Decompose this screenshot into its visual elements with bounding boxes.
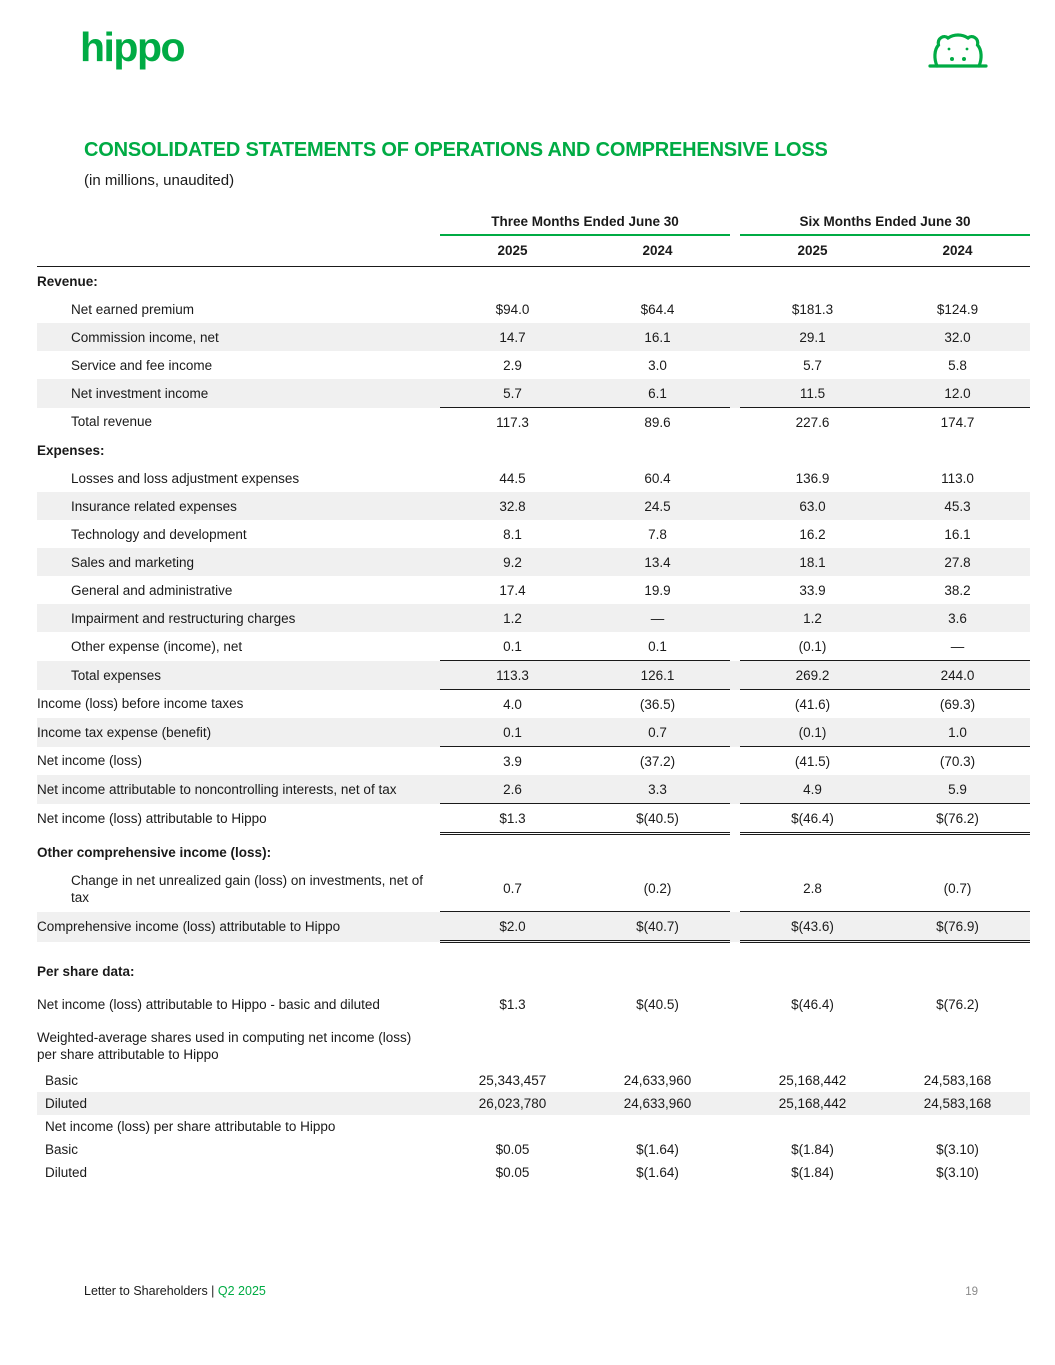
value-cell bbox=[740, 958, 885, 986]
row-label: Commission income, net bbox=[37, 323, 440, 351]
row-label: Other expense (income), net bbox=[71, 638, 243, 654]
value-cell: 0.7 bbox=[440, 867, 585, 912]
column-spacer bbox=[730, 1161, 740, 1184]
table-row bbox=[37, 604, 1030, 632]
value-cell: $94.0 bbox=[495, 301, 530, 317]
column-spacer bbox=[730, 867, 740, 912]
row-label: Total revenue bbox=[71, 414, 153, 430]
row-label: Technology and development bbox=[71, 526, 247, 542]
value-cell: $0.05 bbox=[495, 1164, 530, 1180]
value-cell: 63.0 bbox=[740, 492, 885, 520]
value-cell: 5.7 bbox=[440, 379, 585, 408]
value-cell: 25,168,442 bbox=[740, 1092, 885, 1115]
value-cell: 2.9 bbox=[503, 357, 522, 373]
value-cell: 24,583,168 bbox=[885, 1092, 1030, 1115]
value-cell bbox=[440, 267, 585, 296]
value-cell: 113.0 bbox=[941, 470, 974, 486]
row-label: Comprehensive income (loss) attributable to Hippo bbox=[37, 912, 440, 942]
value-cell: $(1.84) bbox=[791, 1164, 834, 1180]
value-cell: 3.9 bbox=[503, 753, 522, 769]
row-label: Net income (loss) bbox=[37, 753, 143, 769]
value-cell: (41.6) bbox=[794, 696, 831, 712]
value-cell: $124.9 bbox=[936, 301, 979, 317]
hippo-mascot-icon bbox=[925, 26, 991, 81]
column-spacer bbox=[730, 604, 740, 632]
column-spacer bbox=[730, 804, 740, 834]
value-cell: 32.8 bbox=[440, 492, 585, 520]
column-spacer bbox=[730, 991, 740, 1019]
year-header-6m-2025: 2025 bbox=[740, 235, 885, 267]
value-cell: 0.1 bbox=[585, 632, 730, 661]
section-header-row bbox=[37, 436, 1030, 464]
value-cell: 6.1 bbox=[585, 379, 730, 408]
column-spacer bbox=[730, 775, 740, 804]
table-row bbox=[37, 1161, 1030, 1184]
value-cell: 33.9 bbox=[799, 582, 826, 598]
column-spacer bbox=[730, 436, 740, 464]
table-row bbox=[37, 520, 1030, 548]
footer-left bbox=[84, 1284, 266, 1298]
section-header-row bbox=[37, 839, 1030, 867]
value-cell: 113.3 bbox=[440, 661, 585, 690]
value-cell bbox=[885, 436, 1030, 464]
year-header-q-2024: 2024 bbox=[585, 235, 730, 267]
value-cell bbox=[585, 267, 730, 296]
table-row bbox=[37, 1115, 1030, 1138]
value-cell: (0.1) bbox=[740, 718, 885, 747]
row-label: Income (loss) before income taxes bbox=[37, 696, 244, 712]
column-spacer bbox=[730, 323, 740, 351]
table-row bbox=[37, 775, 1030, 804]
value-cell: $(1.84) bbox=[791, 1141, 834, 1157]
value-cell: 29.1 bbox=[740, 323, 885, 351]
value-cell: 1.2 bbox=[440, 604, 585, 632]
column-spacer bbox=[730, 408, 740, 437]
value-cell bbox=[885, 839, 1030, 867]
row-label: Change in net unrealized gain (loss) on investments, net of tax bbox=[71, 873, 423, 905]
value-cell: 1.0 bbox=[885, 718, 1030, 747]
value-cell: $1.3 bbox=[499, 997, 526, 1012]
value-cell: $(1.64) bbox=[636, 1141, 679, 1157]
footer-doc-title: Letter to Shareholders | bbox=[84, 1284, 218, 1298]
value-cell: 27.8 bbox=[885, 548, 1030, 576]
table-row bbox=[37, 1092, 1030, 1115]
table-row bbox=[37, 576, 1030, 604]
column-spacer bbox=[730, 690, 740, 719]
value-cell bbox=[440, 1115, 585, 1138]
empty-header-cell bbox=[37, 235, 440, 267]
table-row bbox=[37, 661, 1030, 690]
column-spacer bbox=[730, 1092, 740, 1115]
row-label: Net income (loss) per share attributable to Hippo bbox=[45, 1118, 336, 1134]
value-cell: 126.1 bbox=[585, 661, 730, 690]
table-row bbox=[37, 379, 1030, 408]
column-spacer bbox=[730, 1138, 740, 1161]
value-cell bbox=[440, 958, 585, 986]
row-label: Total expenses bbox=[37, 661, 440, 690]
table-row bbox=[37, 323, 1030, 351]
value-cell: 2.8 bbox=[740, 867, 885, 912]
value-cell: 16.2 bbox=[799, 526, 826, 542]
value-cell: $2.0 bbox=[440, 912, 585, 942]
value-cell: 3.0 bbox=[648, 357, 667, 373]
row-label: Insurance related expenses bbox=[37, 492, 440, 520]
value-cell: 269.2 bbox=[740, 661, 885, 690]
column-spacer bbox=[730, 548, 740, 576]
column-spacer bbox=[730, 632, 740, 661]
column-spacer bbox=[730, 295, 740, 323]
value-cell: $(46.4) bbox=[740, 804, 885, 834]
row-label: Weighted-average shares used in computing net income (loss) per share attributable to Hippo bbox=[37, 1030, 412, 1062]
row-label: Expenses: bbox=[37, 442, 105, 458]
row-label: Net income attributable to noncontrolling interests, net of tax bbox=[37, 775, 440, 804]
table-row bbox=[37, 718, 1030, 747]
table-row bbox=[37, 295, 1030, 323]
value-cell: 24,583,168 bbox=[923, 1072, 992, 1088]
value-cell: $(76.2) bbox=[885, 804, 1030, 834]
table-row bbox=[37, 351, 1030, 379]
column-group-six-months: Six Months Ended June 30 bbox=[740, 214, 1030, 235]
value-cell: 11.5 bbox=[740, 379, 885, 408]
value-cell: 89.6 bbox=[644, 414, 671, 430]
section-header-row bbox=[37, 958, 1030, 986]
value-cell: (36.5) bbox=[639, 696, 676, 712]
value-cell: (41.5) bbox=[794, 753, 831, 769]
value-cell: 38.2 bbox=[944, 582, 971, 598]
value-cell bbox=[585, 1115, 730, 1138]
column-spacer bbox=[730, 214, 740, 235]
hippo-logo: hippo bbox=[80, 24, 185, 70]
value-cell: 3.3 bbox=[585, 775, 730, 804]
row-label: Service and fee income bbox=[71, 357, 213, 373]
value-cell bbox=[585, 436, 730, 464]
value-cell: 17.4 bbox=[499, 582, 526, 598]
row-label: Impairment and restructuring charges bbox=[37, 604, 440, 632]
table-row bbox=[37, 464, 1030, 492]
value-cell: 2.6 bbox=[440, 775, 585, 804]
value-cell: 14.7 bbox=[440, 323, 585, 351]
year-header-6m-2024: 2024 bbox=[885, 235, 1030, 267]
value-cell bbox=[585, 1024, 730, 1069]
value-cell bbox=[885, 958, 1030, 986]
value-cell: $(40.5) bbox=[636, 997, 679, 1012]
table-row bbox=[37, 548, 1030, 576]
value-cell: 244.0 bbox=[885, 661, 1030, 690]
value-cell: 5.9 bbox=[885, 775, 1030, 804]
table-row bbox=[37, 492, 1030, 520]
page-number: 19 bbox=[965, 1286, 978, 1298]
footer bbox=[84, 1284, 978, 1298]
table-row bbox=[37, 867, 1030, 912]
value-cell bbox=[740, 436, 885, 464]
value-cell bbox=[740, 1024, 885, 1069]
value-cell: $181.3 bbox=[791, 301, 834, 317]
row-label: Net income (loss) attributable to Hippo bbox=[37, 811, 267, 826]
row-label: Diluted bbox=[37, 1092, 440, 1115]
value-cell: 174.7 bbox=[940, 414, 975, 430]
value-cell bbox=[440, 839, 585, 867]
value-cell: $1.3 bbox=[440, 804, 585, 834]
value-cell: 5.7 bbox=[803, 357, 822, 373]
value-cell: 136.9 bbox=[795, 470, 830, 486]
column-spacer bbox=[730, 492, 740, 520]
value-cell: (0.2) bbox=[585, 867, 730, 912]
value-cell bbox=[585, 958, 730, 986]
value-cell: 44.5 bbox=[499, 470, 526, 486]
year-header-row bbox=[37, 235, 1030, 267]
value-cell: 12.0 bbox=[885, 379, 1030, 408]
value-cell: (69.3) bbox=[939, 696, 976, 712]
value-cell bbox=[585, 839, 730, 867]
column-spacer bbox=[730, 718, 740, 747]
value-cell: — bbox=[885, 632, 1030, 661]
value-cell: $(76.9) bbox=[885, 912, 1030, 942]
footer-quarter-label: Q2 2025 bbox=[217, 1284, 266, 1298]
value-cell: 4.9 bbox=[740, 775, 885, 804]
column-spacer bbox=[730, 839, 740, 867]
row-label: Income tax expense (benefit) bbox=[37, 718, 440, 747]
value-cell: 0.7 bbox=[585, 718, 730, 747]
value-cell bbox=[440, 436, 585, 464]
value-cell bbox=[440, 1024, 585, 1069]
value-cell bbox=[740, 1115, 885, 1138]
value-cell bbox=[885, 1115, 1030, 1138]
value-cell: 117.3 bbox=[496, 414, 529, 430]
row-label: Net earned premium bbox=[71, 301, 195, 317]
value-cell: (0.1) bbox=[740, 632, 885, 661]
table-row bbox=[37, 1024, 1030, 1069]
value-cell: (37.2) bbox=[639, 753, 676, 769]
value-cell: $(46.4) bbox=[791, 997, 834, 1012]
table-row bbox=[37, 747, 1030, 776]
financial-statements-table-container bbox=[37, 214, 1030, 1184]
row-label: General and administrative bbox=[71, 582, 233, 598]
value-cell bbox=[740, 267, 885, 296]
column-spacer bbox=[730, 661, 740, 690]
value-cell: 4.0 bbox=[503, 696, 522, 712]
value-cell: 24,633,960 bbox=[585, 1092, 730, 1115]
value-cell: 3.6 bbox=[885, 604, 1030, 632]
table-row bbox=[37, 991, 1030, 1019]
value-cell: 19.9 bbox=[644, 582, 671, 598]
value-cell: 227.6 bbox=[795, 414, 830, 430]
row-label: Basic bbox=[45, 1072, 79, 1088]
value-cell: $(3.10) bbox=[936, 1164, 979, 1180]
empty-header-cell bbox=[37, 214, 440, 235]
value-cell: 9.2 bbox=[440, 548, 585, 576]
column-spacer bbox=[730, 464, 740, 492]
value-cell: 0.1 bbox=[440, 718, 585, 747]
row-label: Losses and loss adjustment expenses bbox=[71, 470, 300, 486]
column-spacer bbox=[730, 1069, 740, 1092]
row-label: Other comprehensive income (loss): bbox=[37, 845, 272, 860]
table-row bbox=[37, 690, 1030, 719]
table-row bbox=[37, 1069, 1030, 1092]
value-cell: $0.05 bbox=[495, 1141, 530, 1157]
value-cell: 24,633,960 bbox=[623, 1072, 692, 1088]
column-group-three-months: Three Months Ended June 30 bbox=[440, 214, 730, 235]
column-spacer bbox=[730, 379, 740, 408]
value-cell: — bbox=[585, 604, 730, 632]
value-cell: $(76.2) bbox=[936, 997, 979, 1012]
value-cell: (70.3) bbox=[939, 753, 976, 769]
value-cell bbox=[885, 1024, 1030, 1069]
column-spacer bbox=[730, 576, 740, 604]
value-cell: 16.1 bbox=[944, 526, 971, 542]
value-cell: 32.0 bbox=[885, 323, 1030, 351]
row-gap bbox=[37, 942, 1030, 958]
row-label: Revenue: bbox=[37, 273, 98, 289]
row-label: Sales and marketing bbox=[37, 548, 440, 576]
value-cell: 26,023,780 bbox=[440, 1092, 585, 1115]
value-cell: $(40.5) bbox=[585, 804, 730, 834]
value-cell: 1.2 bbox=[740, 604, 885, 632]
column-spacer bbox=[730, 520, 740, 548]
value-cell: $(1.64) bbox=[636, 1164, 679, 1180]
value-cell: $(40.7) bbox=[585, 912, 730, 942]
column-spacer bbox=[730, 1115, 740, 1138]
value-cell: (0.7) bbox=[885, 867, 1030, 912]
column-spacer bbox=[730, 912, 740, 942]
value-cell: $(43.6) bbox=[740, 912, 885, 942]
column-spacer bbox=[730, 235, 740, 267]
value-cell: 8.1 bbox=[503, 526, 522, 542]
column-spacer bbox=[730, 267, 740, 296]
value-cell: 24.5 bbox=[585, 492, 730, 520]
value-cell: 25,168,442 bbox=[778, 1072, 847, 1088]
table-row bbox=[37, 912, 1030, 942]
table-row bbox=[37, 1138, 1030, 1161]
value-cell: 16.1 bbox=[585, 323, 730, 351]
value-cell bbox=[885, 267, 1030, 296]
table-row bbox=[37, 632, 1030, 661]
row-label: Basic bbox=[45, 1141, 79, 1157]
table-body bbox=[37, 267, 1030, 1184]
value-cell: 25,343,457 bbox=[478, 1072, 547, 1088]
row-label: Net income (loss) attributable to Hippo - basic and diluted bbox=[37, 997, 380, 1012]
row-label: Diluted bbox=[45, 1164, 88, 1180]
value-cell: 0.1 bbox=[440, 632, 585, 661]
value-cell: 7.8 bbox=[648, 526, 667, 542]
value-cell: 13.4 bbox=[585, 548, 730, 576]
value-cell: 60.4 bbox=[644, 470, 671, 486]
value-cell: 45.3 bbox=[885, 492, 1030, 520]
value-cell: $(3.10) bbox=[936, 1141, 979, 1157]
financial-statements-table bbox=[37, 214, 1030, 1184]
column-spacer bbox=[730, 351, 740, 379]
year-header-q-2025: 2025 bbox=[440, 235, 585, 267]
column-spacer bbox=[730, 747, 740, 776]
page-subtitle: (in millions, unaudited) bbox=[84, 172, 235, 189]
table-row bbox=[37, 804, 1030, 834]
value-cell: 5.8 bbox=[948, 357, 967, 373]
value-cell: $64.4 bbox=[640, 301, 675, 317]
column-group-header-row bbox=[37, 214, 1030, 235]
column-spacer bbox=[730, 958, 740, 986]
value-cell bbox=[740, 839, 885, 867]
row-label: Per share data: bbox=[37, 964, 135, 979]
row-label: Net investment income bbox=[37, 379, 440, 408]
page-title: CONSOLIDATED STATEMENTS OF OPERATIONS AND COMPREHENSIVE LOSS bbox=[84, 139, 828, 161]
value-cell: 18.1 bbox=[740, 548, 885, 576]
table-row bbox=[37, 408, 1030, 437]
column-spacer bbox=[730, 1024, 740, 1069]
section-header-row bbox=[37, 267, 1030, 296]
